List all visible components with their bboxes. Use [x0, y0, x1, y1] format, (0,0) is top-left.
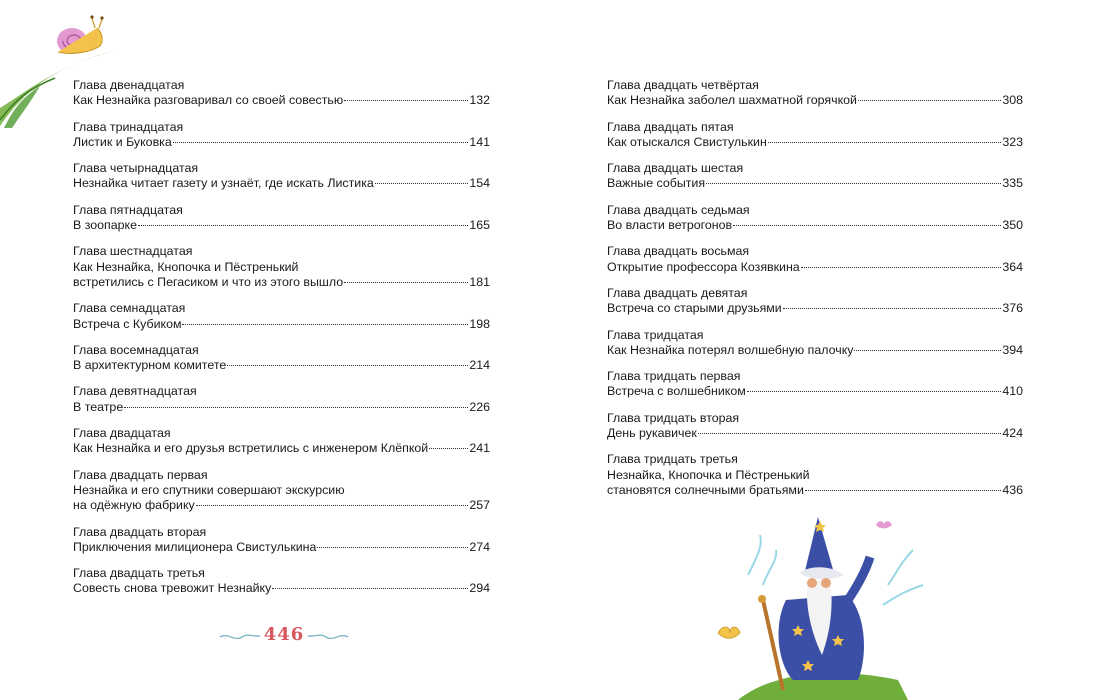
page-number: 446: [263, 624, 305, 645]
chapter-title: на одёжную фабрику: [73, 498, 195, 513]
dot-leader: [429, 448, 468, 449]
chapter-title: Совесть снова тревожит Незнайку: [73, 581, 272, 596]
chapter-title: Как Незнайка и его друзья встретились с инженером Клёпкой: [73, 441, 429, 456]
chapter-title-line: [73, 176, 490, 191]
chapter-number: Глава шестнадцатая: [73, 244, 193, 259]
chapter-title: Как Незнайка разговаривал со своей совестью: [73, 93, 344, 108]
toc-entry: [73, 343, 490, 374]
dot-leader: [858, 100, 1001, 101]
toc-entry: [607, 244, 1023, 275]
dot-leader: [768, 142, 1002, 143]
dot-leader: [196, 505, 469, 506]
chapter-title-line: [73, 218, 490, 233]
chapter-title-line: [607, 468, 1023, 483]
chapter-number: Глава двадцать девятая: [607, 285, 748, 300]
chapter-number: Глава двенадцатая: [73, 78, 185, 92]
chapter-title: Как Незнайка заболел шахматной горячкой: [607, 93, 857, 108]
chapter-number: Глава девятнадцатая: [73, 384, 197, 399]
page-ref: 274: [469, 539, 490, 554]
chapter-number: Глава тридцать третья: [607, 452, 738, 467]
chapter-title-line: [73, 275, 490, 290]
page-ref: 181: [469, 274, 490, 289]
chapter-number: Глава семнадцатая: [73, 301, 186, 316]
toc-entry: [607, 452, 1023, 498]
page-ref: 394: [1002, 342, 1023, 357]
dot-leader: [227, 365, 468, 366]
page-number-ornament: [218, 624, 350, 648]
chapter-title: Приключения милиционера Свистулькина: [73, 539, 317, 554]
dot-leader: [805, 490, 1001, 491]
chapter-title-line: [73, 540, 490, 555]
page-ref: 436: [1002, 482, 1023, 497]
chapter-number: Глава восемнадцатая: [73, 342, 199, 357]
chapter-title: Незнайка и его спутники совершают экскурсию: [73, 482, 345, 497]
chapter-title-line: [73, 441, 490, 456]
chapter-title: Открытие профессора Козявкина: [607, 259, 800, 274]
chapter-title: Во власти ветрогонов: [607, 218, 733, 233]
toc-entry: [73, 203, 490, 234]
dot-leader: [124, 407, 468, 408]
toc-entry: [73, 384, 490, 415]
toc-entry: [607, 328, 1023, 359]
chapter-number: Глава пятнадцатая: [73, 202, 183, 217]
dot-leader: [854, 350, 1001, 351]
chapter-title-line: [607, 135, 1023, 150]
toc-entry: [73, 566, 490, 597]
toc-left-column: [73, 78, 490, 608]
page-ref: 165: [469, 218, 490, 233]
dot-leader: [344, 100, 468, 101]
page-ref: 226: [469, 399, 490, 414]
page-ref: 308: [1002, 93, 1023, 108]
chapter-title: Незнайка, Кнопочка и Пёстренький: [607, 467, 810, 482]
toc-entry: [73, 525, 490, 556]
page-ref: 154: [469, 176, 490, 191]
page-ref: 257: [469, 498, 490, 513]
chapter-number: Глава двадцать шестая: [607, 161, 744, 176]
toc-entry: [607, 369, 1023, 400]
toc-entry: [73, 301, 490, 332]
dot-leader: [375, 183, 469, 184]
chapter-number: Глава четырнадцатая: [73, 161, 199, 176]
chapter-title: встретились с Пегасиком и что из этого вышло: [73, 274, 344, 289]
chapter-number: Глава двадцать пятая: [607, 119, 734, 134]
toc-entry: [73, 78, 490, 109]
toc-entry: [73, 161, 490, 192]
wizard-illustration: [708, 515, 940, 700]
chapter-title: Как Незнайка, Кнопочка и Пёстренький: [73, 259, 299, 274]
chapter-number: Глава двадцатая: [73, 426, 171, 441]
chapter-number: Глава тридцать вторая: [607, 410, 740, 425]
dot-leader: [706, 183, 1001, 184]
chapter-title-line: [73, 358, 490, 373]
dot-leader: [182, 324, 468, 325]
chapter-title-line: [73, 400, 490, 415]
toc-entry: [607, 286, 1023, 317]
chapter-number: Глава тринадцатая: [73, 119, 184, 134]
chapter-number: Глава двадцать первая: [73, 467, 208, 482]
chapter-title-line: [607, 301, 1023, 316]
page-ref: 323: [1002, 134, 1023, 149]
chapter-title-line: [607, 93, 1023, 108]
chapter-number: Глава двадцать восьмая: [607, 244, 750, 259]
chapter-title: Незнайка читает газету и узнаёт, где искать Листика: [73, 176, 374, 191]
chapter-title: Встреча со старыми друзьями: [607, 301, 782, 316]
chapter-title: Важные события: [607, 176, 706, 191]
page-ref: 410: [1002, 384, 1023, 399]
chapter-number: Глава двадцать седьмая: [607, 202, 750, 217]
chapter-title-line: [607, 260, 1023, 275]
chapter-title: В зоопарке: [73, 218, 137, 233]
chapter-title-line: [73, 93, 490, 108]
chapter-number: Глава тридцатая: [607, 327, 704, 342]
chapter-number: Глава двадцать третья: [73, 566, 205, 581]
page-ref: 241: [469, 441, 490, 456]
chapter-title: Как Незнайка потерял волшебную палочку: [607, 342, 854, 357]
toc-entry: [73, 426, 490, 457]
dot-leader: [801, 267, 1002, 268]
chapter-title-line: [607, 483, 1023, 498]
page-ref: 350: [1002, 218, 1023, 233]
dot-leader: [698, 433, 1001, 434]
chapter-title-line: [73, 260, 490, 275]
chapter-title-line: [73, 317, 490, 332]
chapter-title: Встреча с волшебником: [607, 384, 746, 399]
page-ref: 335: [1002, 176, 1023, 191]
chapter-number: Глава тридцать первая: [607, 369, 741, 384]
page-ref: 214: [469, 358, 490, 373]
dot-leader: [733, 225, 1001, 226]
chapter-title-line: [607, 218, 1023, 233]
dot-leader: [317, 547, 468, 548]
chapter-number: Глава двадцать четвёртая: [607, 78, 759, 92]
page-ref: 364: [1002, 259, 1023, 274]
chapter-title: Как отыскался Свистулькин: [607, 134, 767, 149]
chapter-title: становятся солнечными братьями: [607, 482, 804, 497]
chapter-title: Листик и Буковка: [73, 134, 172, 149]
chapter-number: Глава двадцать вторая: [73, 524, 207, 539]
chapter-title: Встреча с Кубиком: [73, 316, 182, 331]
chapter-title: В архитектурном комитете: [73, 358, 227, 373]
page-ref: 294: [469, 581, 490, 596]
toc-entry: [607, 411, 1023, 442]
page-ref: 198: [469, 316, 490, 331]
toc-entry: [73, 244, 490, 290]
dot-leader: [138, 225, 468, 226]
chapter-title-line: [607, 343, 1023, 358]
chapter-title-line: [607, 426, 1023, 441]
dot-leader: [344, 282, 468, 283]
toc-entry: [607, 120, 1023, 151]
chapter-title-line: [73, 135, 490, 150]
toc-right-column: [607, 78, 1023, 509]
page-ref: 424: [1002, 426, 1023, 441]
page-ref: 141: [469, 134, 490, 149]
chapter-title-line: [73, 498, 490, 513]
page-ref: 132: [469, 93, 490, 108]
toc-entry: [73, 468, 490, 514]
toc-entry: [73, 120, 490, 151]
dot-leader: [272, 588, 468, 589]
page-ref: 376: [1002, 301, 1023, 316]
dot-leader: [747, 391, 1002, 392]
toc-entry: [607, 78, 1023, 109]
chapter-title: В театре: [73, 399, 124, 414]
chapter-title: День рукавичек: [607, 426, 697, 441]
toc-entry: [607, 161, 1023, 192]
dot-leader: [783, 308, 1002, 309]
chapter-title-line: [607, 384, 1023, 399]
chapter-title-line: [73, 483, 490, 498]
chapter-title-line: [73, 581, 490, 596]
chapter-title-line: [607, 176, 1023, 191]
toc-entry: [607, 203, 1023, 234]
dot-leader: [173, 142, 469, 143]
